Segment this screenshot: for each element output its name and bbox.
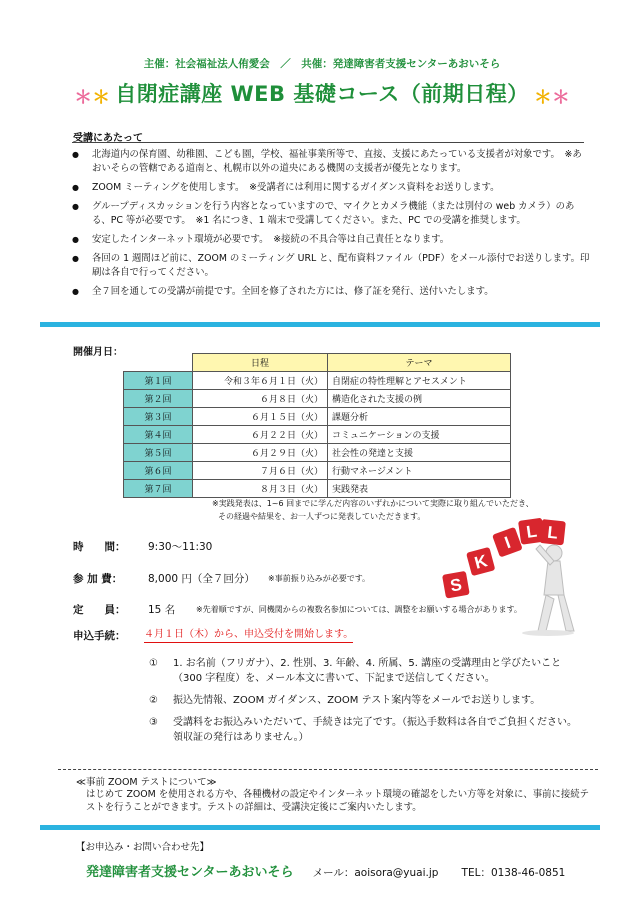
step-text: 受講料をお振込みいただいて、手続きは完了です。（振込手数料は各自でご負担ください。領収証の発行はありません。） — [173, 717, 577, 743]
contact-row — [86, 861, 606, 880]
apply-start-notice: ４月１日（木）から、申込受付を開始します。 — [144, 625, 353, 643]
session-date: ６月１５日（火） — [193, 408, 328, 426]
block-i — [492, 527, 523, 558]
session-number: 第５回 — [124, 444, 193, 462]
table-row — [124, 480, 511, 498]
step-number: ② — [149, 695, 158, 706]
table-row — [124, 372, 511, 390]
session-number: 第３回 — [124, 408, 193, 426]
notices-heading: 受講にあたって — [73, 133, 143, 144]
svg-text:S: S — [448, 574, 464, 596]
session-date: ７月６日（火） — [193, 462, 328, 480]
time-value: 9:30～11:30 — [148, 541, 213, 553]
zoom-test-title: ≪事前 ZOOM テストについて≫ — [76, 777, 217, 788]
svg-text:L: L — [546, 522, 559, 543]
notices-list — [66, 148, 590, 304]
session-theme: コミュニケーションの支援 — [328, 426, 511, 444]
capacity-note: ※先着順ですが、同機関からの複数名参加については、調整をお願いする場合があります。 — [196, 605, 522, 614]
divider — [72, 142, 584, 143]
table-corner — [124, 354, 193, 372]
table-row — [124, 462, 511, 480]
schedule-heading: 開催月日： — [73, 347, 123, 358]
svg-text:L: L — [525, 521, 539, 542]
svg-text:I: I — [502, 532, 514, 553]
list-item: ● 北海道内の保育園、幼稚園、こども園，学校、福祉事業所等で、直接、支援にあたっている支援者が対象です。 ※あおいそらの管轄である道南と、札幌市以外の道央にある機関の支援者が優先となります。 — [66, 148, 590, 176]
dashed-divider — [58, 769, 598, 770]
title-row — [0, 78, 644, 110]
tel-number: 0138-46-0851 — [490, 867, 566, 879]
star-icon: ＊ — [92, 87, 111, 109]
fee-label: 参 加 費： — [73, 573, 123, 585]
table-row — [124, 426, 511, 444]
contact-title: 【お申込み・お問い合わせ先】 — [76, 842, 210, 853]
page-title: 自閉症講座 WEB 基礎コース（前期日程） — [115, 82, 529, 106]
session-theme: 構造化された支援の例 — [328, 390, 511, 408]
zoom-test-body: はじめて ZOOM を使用される方や、各種機材の設定やインターネット環境の確認をしたい方等を対象に、事前に接続テストを行うことができます。テストの詳細は、受講決定後にご案内いたします。 — [86, 789, 589, 813]
organizers-line: 主催：社会福祉法人侑愛会 ／ 共催：発達障害者支援センターあおいそら — [143, 58, 501, 70]
capacity-label: 定 員： — [73, 604, 126, 616]
step-item — [143, 693, 583, 708]
block-k — [466, 547, 495, 576]
column-header-theme: テーマ — [328, 354, 511, 372]
session-date: ６月８日（火） — [193, 390, 328, 408]
contact-org: 発達障害者支援センターあおいそら — [86, 865, 294, 880]
session-theme: 実践発表 — [328, 480, 511, 498]
session-date: 令和３年６月１日（火） — [193, 372, 328, 390]
capacity-value: 15 名 — [148, 604, 176, 616]
step-number: ③ — [149, 717, 158, 728]
list-item: ● 全７回を通しての受講が前提です。全回を修了された方には、修了証を発行、送付いたします。 — [66, 285, 590, 299]
list-item: ● グループディスカッションを行う内容となっていますので、マイクとカメラ機能（または別付の web カメラ）のある、PC 等が必要です。 ※1 名につき、1 端末で受講してください。また、PC での受講を推奨します。 — [66, 200, 590, 228]
session-theme: 自閉症の特性理解とアセスメント — [328, 372, 511, 390]
section-divider-bar — [40, 825, 600, 830]
section-divider-bar — [40, 322, 600, 327]
apply-label: 申込手続： — [73, 630, 126, 642]
schedule-table — [123, 353, 511, 498]
fee-note: ※事前振り込みが必要です。 — [268, 574, 371, 583]
table-row — [124, 444, 511, 462]
shadow — [522, 630, 574, 636]
list-item: ● 安定したインターネット環境が必要です。 ※接続の不具合等は自己責任となります。 — [66, 233, 590, 247]
session-number: 第６回 — [124, 462, 193, 480]
session-date: ８月３日（火） — [193, 480, 328, 498]
table-row — [124, 408, 511, 426]
mail-label: メール： — [312, 867, 355, 879]
session-theme: 社会性の発達と支援 — [328, 444, 511, 462]
tel-label: TEL： — [461, 867, 491, 879]
skill-illustration — [438, 505, 576, 639]
list-item: ● 各回の 1 週間ほど前に、ZOOM のミーティング URL と、配布資料ファイル（PDF）をメール添付でお送りします。印刷は各自で行ってください。 — [66, 252, 590, 280]
session-theme: 行動マネージメント — [328, 462, 511, 480]
step-item — [143, 715, 583, 745]
time-label: 時 間： — [73, 541, 126, 553]
column-header-date: 日程 — [193, 354, 328, 372]
mail-address: aoisora@yuai.jp — [354, 867, 439, 879]
star-icon: ＊ — [551, 87, 570, 109]
step-text: 振込先情報、ZOOM ガイダンス、ZOOM テスト案内等をメールでお送りします。 — [173, 695, 541, 706]
session-theme: 課題分析 — [328, 408, 511, 426]
session-number: 第４回 — [124, 426, 193, 444]
block-s — [442, 571, 470, 599]
svg-text:K: K — [472, 551, 490, 573]
step-item — [143, 656, 583, 686]
application-steps — [143, 656, 583, 752]
list-item: ● ZOOM ミーティングを使用します。 ※受講者には利用に関するガイダンス資料をお送りします。 — [66, 181, 590, 195]
session-number: 第２回 — [124, 390, 193, 408]
table-row — [124, 390, 511, 408]
session-number: 第７回 — [124, 480, 193, 498]
session-number: 第１回 — [124, 372, 193, 390]
figure-person — [536, 545, 574, 631]
schedule-note-line: ※実践発表は、1~6 回までに学んだ内容のいずれかについて実際に取り組んでいただき、 — [212, 499, 534, 508]
star-icon: ＊ — [533, 87, 552, 109]
fee-value: 8,000 円（全７回分） — [148, 573, 255, 585]
block-l — [539, 519, 565, 545]
schedule-note-line: その経過や結果を、お一人ずつに発表していただきます。 — [218, 512, 426, 521]
step-number: ① — [149, 658, 158, 669]
table-header-row — [124, 354, 511, 372]
step-text: 1. お名前（フリガナ）、2. 性別、3. 年齢、4. 所属、5. 講座の受講理由と学びたいこと（300 字程度）を、メール本文に書いて、下記まで送信してください。 — [173, 658, 562, 684]
star-icon: ＊ — [74, 87, 93, 109]
session-date: ６月２２日（火） — [193, 426, 328, 444]
session-date: ６月２９日（火） — [193, 444, 328, 462]
